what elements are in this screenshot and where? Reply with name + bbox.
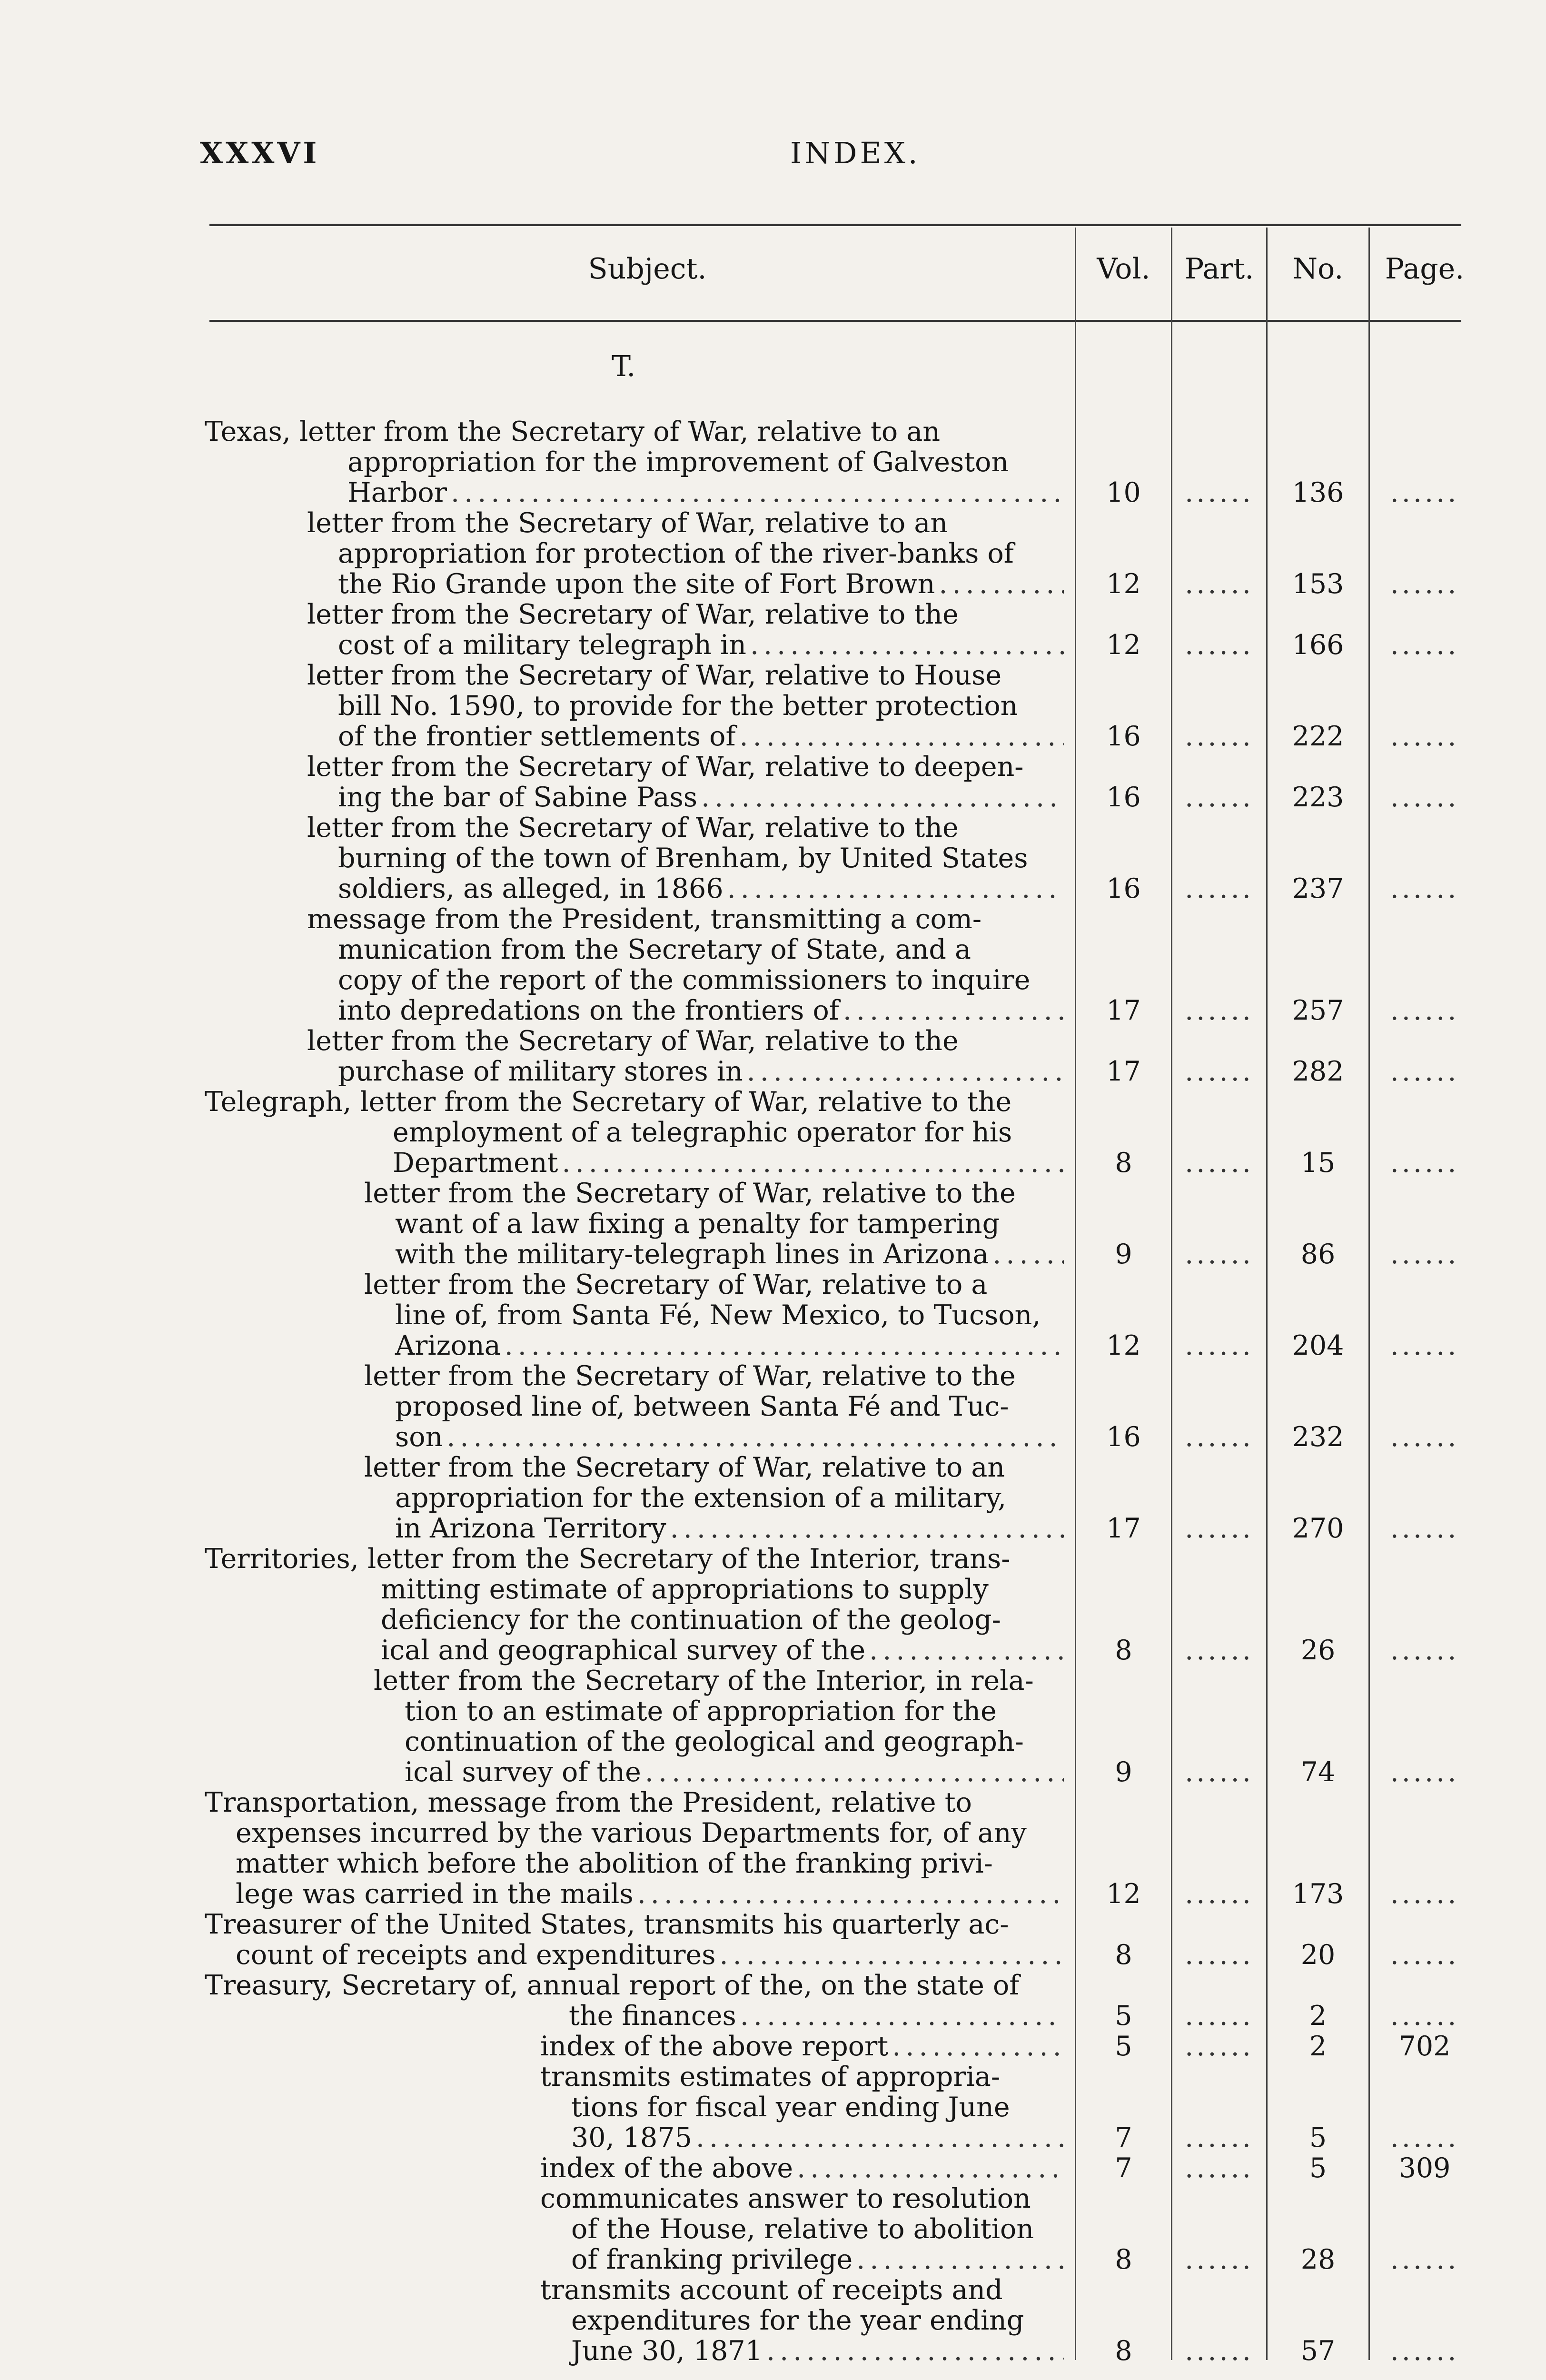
entry-line: employment of a telegraphic operator for his (393, 1117, 1012, 1148)
entry-line: Treasurer of the United States, transmits his quarterly ac- (205, 1909, 1009, 1940)
page-number: XXXVI (200, 136, 320, 170)
entry-line (307, 721, 1064, 752)
vol-cell: 16 (1106, 782, 1141, 813)
index-entry (0, 2183, 1546, 2275)
entry-line: tion to an estimate of appropriation for the (405, 1696, 997, 1726)
entry-line: want of a law fixing a penalty for tampering (395, 1209, 1000, 1239)
entry-line-text: Arizona (395, 1330, 501, 1361)
index-entry (0, 660, 1546, 752)
entry-line-text: index of the above report (540, 2031, 889, 2062)
vol-cell: 8 (1115, 1939, 1132, 1971)
index-entry (0, 1909, 1546, 1970)
vol-cell: 7 (1115, 2122, 1132, 2153)
index-entry (0, 1087, 1546, 1178)
entry-line (205, 1940, 1064, 1970)
entry-line (364, 1239, 1064, 1269)
entry-line (307, 873, 1064, 904)
page-cell: ...... (1390, 629, 1459, 661)
entry-line: letter from the Secretary of War, relative to the (364, 1178, 1016, 1209)
entry-line-text: index of the above (540, 2153, 793, 2183)
column-header-page: Page. (1385, 252, 1465, 286)
entry-line-text: lege was carried in the mails (236, 1879, 634, 1909)
entry-subject (540, 2275, 1064, 2366)
entry-line (540, 2153, 1064, 2183)
entry-subject (307, 752, 1064, 813)
entry-line (307, 782, 1064, 813)
dot-leader (451, 477, 1064, 508)
index-entry (0, 2275, 1546, 2366)
part-cell: ...... (1185, 1056, 1254, 1087)
no-cell: 270 (1292, 1513, 1344, 1544)
entry-line: proposed line of, between Santa Fé and Tuc- (395, 1391, 1009, 1422)
entry-line: mitting estimate of appropriations to supply (381, 1574, 989, 1605)
page-cell: ...... (1390, 1056, 1459, 1087)
page-cell: ...... (1390, 2335, 1459, 2367)
part-cell: ...... (1185, 2031, 1254, 2062)
entry-line-text: count of receipts and expenditures (236, 1940, 716, 1970)
entry-line-text: with the military-telegraph lines in Arizona (395, 1239, 989, 1269)
entry-line (205, 1635, 1064, 1666)
vol-cell: 10 (1106, 477, 1141, 508)
page-cell: 702 (1398, 2031, 1451, 2062)
no-cell: 204 (1292, 1330, 1344, 1361)
entry-subject (364, 1269, 1064, 1361)
entry-subject (205, 1787, 1064, 1909)
entry-line: letter from the Secretary of War, relative to House (307, 660, 1002, 691)
part-cell: ...... (1185, 568, 1254, 600)
dot-leader (992, 1239, 1064, 1269)
part-cell: ...... (1185, 995, 1254, 1026)
entry-line: appropriation for the extension of a military, (395, 1483, 1007, 1513)
entry-line: letter from the Secretary of War, relative to deepen- (307, 752, 1024, 782)
section-letter: T. (612, 350, 636, 383)
entry-line: burning of the town of Brenham, by United States (338, 843, 1028, 873)
entry-line-text: purchase of military stores in (338, 1056, 743, 1087)
page-cell: 309 (1398, 2152, 1451, 2184)
index-entry (0, 1178, 1546, 1269)
entry-line-text: Harbor (347, 477, 447, 508)
vol-cell: 8 (1115, 1635, 1132, 1666)
part-cell: ...... (1185, 1147, 1254, 1179)
index-entry (0, 1361, 1546, 1452)
column-header-subject: Subject. (588, 252, 707, 286)
entry-line-text: June 30, 1871 (571, 2336, 763, 2366)
part-cell: ...... (1185, 1635, 1254, 1666)
page-cell: ...... (1390, 2000, 1459, 2032)
no-cell: 282 (1292, 1056, 1344, 1087)
dot-leader (740, 2001, 1064, 2031)
entry-line: letter from the Secretary of War, relative to the (307, 813, 959, 843)
entry-line (205, 2001, 1064, 2031)
entry-line: transmits estimates of appropria- (540, 2062, 1001, 2092)
no-cell: 2 (1309, 2000, 1327, 2032)
vol-cell: 8 (1115, 2244, 1132, 2275)
entry-subject (540, 2183, 1064, 2275)
vol-cell: 16 (1106, 873, 1141, 904)
index-entry (0, 599, 1546, 660)
no-cell: 2 (1309, 2031, 1327, 2062)
entry-subject (205, 1544, 1064, 1666)
index-entry (0, 2031, 1546, 2062)
part-cell: ...... (1185, 1939, 1254, 1971)
index-entry (0, 416, 1546, 508)
no-cell: 5 (1309, 2122, 1327, 2153)
entry-subject (364, 1452, 1064, 1544)
entry-line-text: son (395, 1422, 443, 1452)
page-cell: ...... (1390, 2244, 1459, 2275)
entry-line: communicates answer to resolution (540, 2183, 1031, 2214)
dot-leader (446, 1422, 1064, 1452)
no-cell: 57 (1300, 2335, 1336, 2367)
dot-leader (892, 2031, 1064, 2062)
page-cell: ...... (1390, 995, 1459, 1026)
entry-line-text: of the frontier settlements of (338, 721, 736, 752)
entry-line-text: ing the bar of Sabine Pass (338, 782, 697, 813)
no-cell: 166 (1292, 629, 1344, 661)
entry-line-text: of franking privilege (571, 2244, 853, 2275)
dot-leader (843, 995, 1064, 1026)
entry-subject (205, 1970, 1064, 2031)
entry-line (364, 1513, 1064, 1544)
vol-cell: 7 (1115, 2152, 1132, 2184)
index-entry (0, 1787, 1546, 1909)
entry-line (364, 1422, 1064, 1452)
dot-leader (701, 782, 1064, 813)
entry-line: line of, from Santa Fé, New Mexico, to Tucson, (395, 1300, 1041, 1330)
entry-line: letter from the Secretary of War, relative to a (364, 1269, 988, 1300)
page-cell: ...... (1390, 1878, 1459, 1910)
entry-line-text: into depredations on the frontiers of (338, 995, 839, 1026)
page-cell: ...... (1390, 1513, 1459, 1544)
no-cell: 26 (1300, 1635, 1336, 1666)
no-cell: 237 (1292, 873, 1344, 904)
vol-cell: 9 (1115, 1756, 1132, 1788)
table-top-rule (209, 224, 1461, 226)
entry-subject (307, 508, 1064, 599)
dot-leader (766, 2336, 1064, 2366)
no-cell: 232 (1292, 1421, 1344, 1453)
part-cell: ...... (1185, 477, 1254, 508)
entry-line: transmits account of receipts and (540, 2275, 1003, 2305)
part-cell: ...... (1185, 2244, 1254, 2275)
part-cell: ...... (1185, 1513, 1254, 1544)
dot-leader (750, 630, 1064, 660)
column-header-vol: Vol. (1097, 252, 1150, 286)
entry-line: letter from the Secretary of War, relative to an (307, 508, 948, 538)
dot-leader (645, 1757, 1064, 1787)
entry-line (540, 2336, 1064, 2366)
entry-line: copy of the report of the commissioners to inquire (338, 965, 1031, 995)
entry-line (307, 995, 1064, 1026)
vol-cell: 16 (1106, 721, 1141, 752)
entry-line (307, 1056, 1064, 1087)
part-cell: ...... (1185, 1756, 1254, 1788)
entry-subject (364, 1361, 1064, 1452)
entry-line (540, 2244, 1064, 2275)
vol-cell: 12 (1106, 1878, 1141, 1910)
dot-leader (856, 2244, 1064, 2275)
dot-leader (720, 1940, 1064, 1970)
page-cell: ...... (1390, 1939, 1459, 1971)
no-cell: 223 (1292, 782, 1344, 813)
vol-cell: 17 (1106, 1056, 1141, 1087)
no-cell: 86 (1300, 1239, 1336, 1270)
index-entry (0, 2062, 1546, 2153)
entry-line: matter which before the abolition of the franking privi- (236, 1848, 993, 1879)
vol-cell: 17 (1106, 995, 1141, 1026)
no-cell: 222 (1292, 721, 1344, 752)
part-cell: ...... (1185, 2335, 1254, 2367)
page-header (0, 136, 1546, 188)
index-entry (0, 1666, 1546, 1787)
dot-leader (939, 569, 1064, 599)
entry-subject (540, 2031, 1064, 2062)
entry-line-text: the finances (569, 2001, 736, 2031)
dot-leader (670, 1513, 1064, 1544)
dot-leader (696, 2122, 1064, 2153)
index-entry (0, 1452, 1546, 1544)
index-entry (0, 1544, 1546, 1666)
index-entry (0, 1026, 1546, 1087)
part-cell: ...... (1185, 1878, 1254, 1910)
vol-cell: 8 (1115, 1147, 1132, 1179)
entry-line (307, 569, 1064, 599)
entry-line: Transportation, message from the President, relative to (205, 1787, 972, 1818)
vol-cell: 5 (1115, 2031, 1132, 2062)
entry-line: tions for fiscal year ending June (571, 2092, 1010, 2122)
vol-cell: 12 (1106, 629, 1141, 661)
page-cell: ...... (1390, 873, 1459, 904)
page-cell: ...... (1390, 477, 1459, 508)
part-cell: ...... (1185, 2152, 1254, 2184)
entry-line (364, 1330, 1064, 1361)
index-entry (0, 1970, 1546, 2031)
entry-line: message from the President, transmitting a com- (307, 904, 982, 934)
page-cell: ...... (1390, 1147, 1459, 1179)
entry-subject (364, 1178, 1064, 1269)
entry-line-text: 30, 1875 (571, 2122, 692, 2153)
entry-subject (307, 813, 1064, 904)
part-cell: ...... (1185, 782, 1254, 813)
part-cell: ...... (1185, 721, 1254, 752)
entry-line: letter from the Secretary of War, relative to the (307, 599, 959, 630)
entry-line (374, 1757, 1064, 1787)
index-entry (0, 813, 1546, 904)
entry-line (307, 630, 1064, 660)
index-entry (0, 752, 1546, 813)
entry-line (205, 477, 1064, 508)
vol-cell: 8 (1115, 2335, 1132, 2367)
entry-line-text: ical and geographical survey of the (381, 1635, 866, 1666)
entry-line-text: cost of a military telegraph in (338, 630, 746, 660)
dot-leader (797, 2153, 1064, 2183)
part-cell: ...... (1185, 1330, 1254, 1361)
entry-subject (307, 599, 1064, 660)
entry-subject (205, 416, 1064, 508)
vol-cell: 12 (1106, 568, 1141, 600)
entry-line: deficiency for the continuation of the geolog- (381, 1605, 1001, 1635)
dot-leader (747, 1056, 1064, 1087)
page-cell: ...... (1390, 1330, 1459, 1361)
entry-line (540, 2122, 1064, 2153)
entry-line: bill No. 1590, to provide for the better protection (338, 691, 1018, 721)
vol-cell: 17 (1106, 1513, 1141, 1544)
entry-line: of the House, relative to abolition (571, 2214, 1034, 2244)
page-cell: ...... (1390, 1635, 1459, 1666)
page-cell: ...... (1390, 568, 1459, 600)
no-cell: 173 (1292, 1878, 1344, 1910)
no-cell: 5 (1309, 2152, 1327, 2184)
entry-line-text: soldiers, as alleged, in 1866 (338, 873, 723, 904)
entry-line-text: Department (393, 1148, 558, 1178)
entry-subject (205, 1909, 1064, 1970)
page-cell: ...... (1390, 1421, 1459, 1453)
dot-leader (727, 873, 1064, 904)
entry-subject (307, 904, 1064, 1026)
no-cell: 20 (1300, 1939, 1336, 1971)
entry-line: continuation of the geological and geograph- (405, 1726, 1024, 1757)
entry-subject (540, 2062, 1064, 2153)
index-entry (0, 1269, 1546, 1361)
entry-line: Texas, letter from the Secretary of War, relative to an (205, 416, 941, 447)
entry-subject (205, 1087, 1064, 1178)
entry-line: letter from the Secretary of War, relative to the (364, 1361, 1016, 1391)
dot-leader (637, 1879, 1064, 1909)
part-cell: ...... (1185, 1421, 1254, 1453)
entry-line: Telegraph, letter from the Secretary of War, relative to the (205, 1087, 1012, 1117)
part-cell: ...... (1185, 1239, 1254, 1270)
part-cell: ...... (1185, 2000, 1254, 2032)
entry-line: letter from the Secretary of the Interior, in rela- (374, 1666, 1034, 1696)
page-cell: ...... (1390, 2122, 1459, 2153)
index-entry (0, 2153, 1546, 2183)
no-cell: 15 (1300, 1147, 1336, 1179)
entry-subject (307, 660, 1064, 752)
dot-leader (869, 1635, 1064, 1666)
part-cell: ...... (1185, 873, 1254, 904)
entry-subject (540, 2153, 1064, 2183)
entry-line: expenditures for the year ending (571, 2305, 1024, 2336)
vol-cell: 12 (1106, 1330, 1141, 1361)
page-cell: ...... (1390, 782, 1459, 813)
entry-line: appropriation for protection of the river-banks of (338, 538, 1014, 569)
entry-line: Territories, letter from the Secretary of the Interior, trans- (205, 1544, 1011, 1574)
dot-leader (562, 1148, 1064, 1178)
column-header-no: No. (1292, 252, 1344, 286)
entry-line-text: the Rio Grande upon the site of Fort Brown (338, 569, 935, 599)
no-cell: 74 (1300, 1756, 1336, 1788)
no-cell: 153 (1292, 568, 1344, 600)
no-cell: 28 (1300, 2244, 1336, 2275)
dot-leader (505, 1330, 1064, 1361)
entry-line (205, 1879, 1064, 1909)
page-cell: ...... (1390, 721, 1459, 752)
entry-subject (307, 1026, 1064, 1087)
no-cell: 136 (1292, 477, 1344, 508)
dot-leader (740, 721, 1064, 752)
entry-line: munication from the Secretary of State, and a (338, 934, 971, 965)
entry-line (540, 2031, 1064, 2062)
vol-cell: 16 (1106, 1421, 1141, 1453)
entry-line: letter from the Secretary of War, relative to the (307, 1026, 959, 1056)
vol-cell: 5 (1115, 2000, 1132, 2032)
entry-line: appropriation for the improvement of Galveston (347, 447, 1009, 477)
index-entry (0, 904, 1546, 1026)
entry-line: expenses incurred by the various Departments for, of any (236, 1818, 1027, 1848)
entry-subject (374, 1666, 1064, 1787)
entry-line: letter from the Secretary of War, relative to an (364, 1452, 1005, 1483)
part-cell: ...... (1185, 629, 1254, 661)
vol-cell: 9 (1115, 1239, 1132, 1270)
entry-line (205, 1148, 1064, 1178)
entry-line: Treasury, Secretary of, annual report of the, on the state of (205, 1970, 1020, 2001)
table-header-rule (209, 320, 1461, 322)
page-cell: ...... (1390, 1239, 1459, 1270)
index-entry (0, 508, 1546, 599)
entry-line-text: ical survey of the (405, 1757, 641, 1787)
entry-line-text: in Arizona Territory (395, 1513, 666, 1544)
part-cell: ...... (1185, 2122, 1254, 2153)
no-cell: 257 (1292, 995, 1344, 1026)
page-cell: ...... (1390, 1756, 1459, 1788)
page-title: INDEX. (790, 136, 921, 170)
column-header-part: Part. (1184, 252, 1254, 286)
